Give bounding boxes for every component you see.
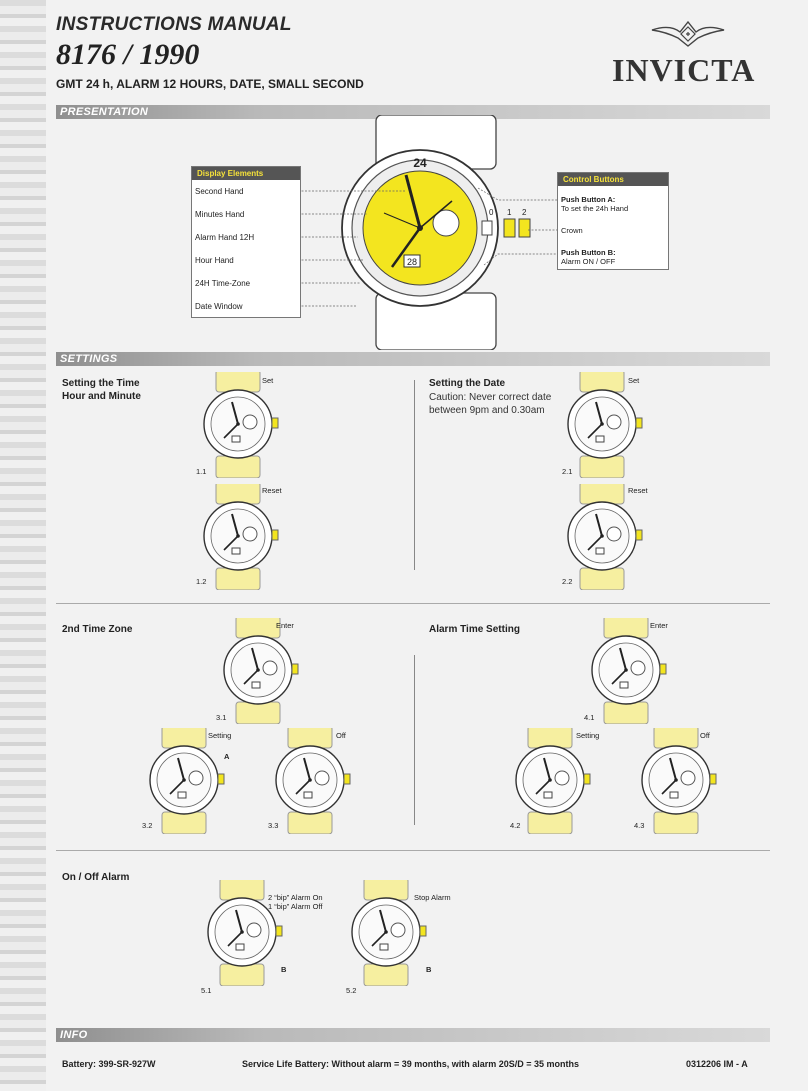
info-label: INFO [60, 1029, 88, 1041]
onoff-button-b-2: B [426, 965, 432, 974]
onoff-button-b-1: B [281, 965, 287, 974]
tz-button-a: A [224, 752, 230, 761]
cb-crown: Crown [561, 226, 583, 235]
cb-push-a-title: Push Button A: [561, 195, 616, 204]
settings-divider-2 [414, 655, 415, 825]
service-life-info: Service Life Battery: Without alarm = 39 months, with alarm 20S/D = 35 months [242, 1059, 580, 1069]
watch-2-1 [566, 372, 666, 478]
watch-4-3 [640, 728, 740, 834]
de-date-window: Date Window [195, 302, 243, 311]
settings-date-title: Setting the Date [429, 378, 506, 389]
de-second-hand: Second Hand [195, 187, 244, 196]
alarm-setting-num: 4.2 [510, 821, 521, 830]
alarm-enter-num: 4.1 [584, 713, 595, 722]
time-step2-num: 1.2 [196, 577, 207, 586]
crown-position-0: 0 [489, 208, 494, 217]
cb-push-a-desc: To set the 24h Hand [561, 204, 629, 213]
main-date-window: 28 [406, 257, 418, 267]
brand-emblem-icon [650, 18, 726, 50]
date-caution-1: Caution: Never correct date [429, 392, 552, 403]
settings-divider-1 [414, 380, 415, 570]
settings-label: SETTINGS [60, 353, 118, 365]
date-caution-2: between 9pm and 0.30am [429, 405, 545, 416]
alarm-off-label: Off [700, 731, 710, 740]
watch-3-1 [222, 618, 322, 724]
left-edge-pattern [0, 0, 46, 1091]
watch-1-1 [202, 372, 302, 478]
de-hour-hand: Hour Hand [195, 256, 234, 265]
tz-setting-label: Setting [208, 731, 232, 740]
de-24h-zone: 24H Time-Zone [195, 279, 251, 288]
document-code: 0312206 IM - A [686, 1059, 748, 1069]
tz-setting-num: 3.2 [142, 821, 153, 830]
leader-lines [298, 170, 558, 310]
crown-position-1: 1 [507, 208, 512, 217]
display-elements-title: Display Elements [192, 167, 300, 180]
watch-4-1 [590, 618, 690, 724]
settings-time-title1: Setting the Time [62, 378, 140, 389]
onoff-bip-on: 2 “bip” Alarm On [268, 893, 323, 902]
watch-4-2 [514, 728, 614, 834]
main-bezel-top: 24 [413, 156, 427, 170]
time-step1-label: Set [262, 376, 274, 385]
watch-3-2 [148, 728, 248, 834]
model-number: 8176 / 1990 [56, 38, 200, 71]
presentation-label: PRESENTATION [60, 106, 149, 118]
watch-2-2 [566, 484, 666, 590]
time-step1-num: 1.1 [196, 467, 207, 476]
tz-enter-label: Enter [276, 621, 294, 630]
settings-section-bar [56, 352, 770, 366]
info-section-bar [56, 1028, 770, 1042]
alarm-setting-label: Setting [576, 731, 600, 740]
control-buttons-box [557, 172, 669, 270]
onoff-bip-off: 1 “bip” Alarm Off [268, 902, 323, 911]
date-step1-label: Set [628, 376, 640, 385]
manual-title: INSTRUCTIONS MANUAL [56, 14, 292, 35]
date-step2-num: 2.2 [562, 577, 573, 586]
tz-off-num: 3.3 [268, 821, 279, 830]
onoff-title: On / Off Alarm [62, 872, 130, 883]
de-minutes-hand: Minutes Hand [195, 210, 245, 219]
time-step2-label: Reset [262, 486, 282, 495]
crown-position-2: 2 [522, 208, 527, 217]
alarm-off-num: 4.3 [634, 821, 645, 830]
feature-subtitle: GMT 24 h, ALARM 12 HOURS, DATE, SMALL SECOND [56, 77, 364, 91]
watch-1-2 [202, 484, 302, 590]
settings-hr-2 [56, 850, 770, 851]
cb-push-b-title: Push Button B: [561, 248, 616, 257]
brand-logo-text: INVICTA [612, 52, 756, 88]
control-buttons-title: Control Buttons [558, 173, 668, 186]
de-alarm-hand: Alarm Hand 12H [195, 233, 255, 242]
display-elements-box [191, 166, 301, 318]
onoff-num-2: 5.2 [346, 986, 357, 995]
settings-time-title2: Hour and Minute [62, 391, 141, 402]
watch-3-3 [274, 728, 374, 834]
settings-hr-1 [56, 603, 770, 604]
onoff-num-1: 5.1 [201, 986, 212, 995]
alarm-title: Alarm Time Setting [429, 624, 520, 635]
tz-off-label: Off [336, 731, 346, 740]
tz-title: 2nd Time Zone [62, 624, 133, 635]
onoff-stop-label: Stop Alarm [414, 893, 451, 902]
tz-enter-num: 3.1 [216, 713, 227, 722]
cb-push-b-desc: Alarm ON / OFF [561, 257, 616, 266]
date-step1-num: 2.1 [562, 467, 573, 476]
battery-info: Battery: 399-SR-927W [62, 1059, 156, 1069]
date-step2-label: Reset [628, 486, 648, 495]
alarm-enter-label: Enter [650, 621, 668, 630]
